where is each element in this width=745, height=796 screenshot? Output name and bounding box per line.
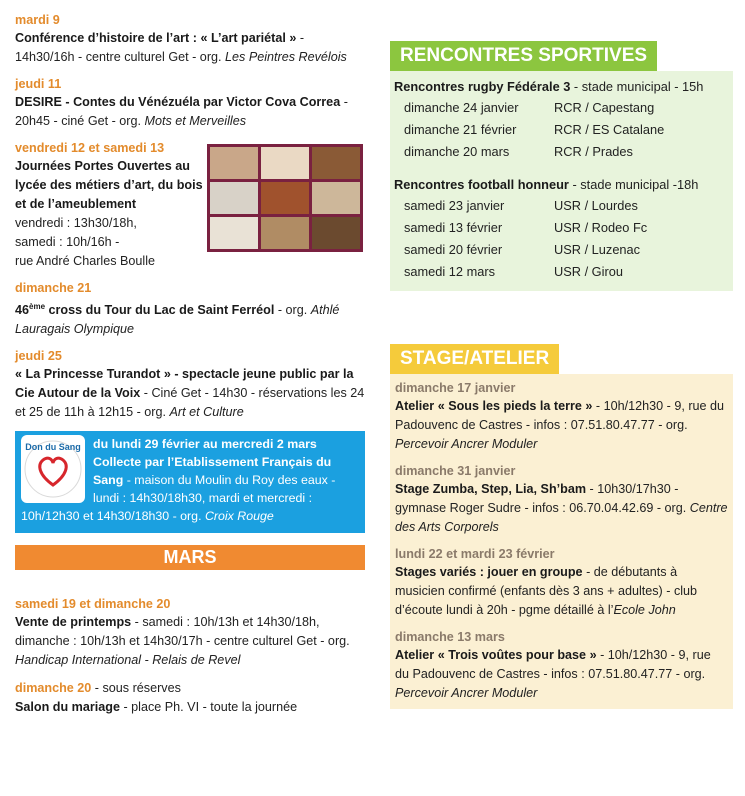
- don-du-sang-logo: [21, 435, 85, 503]
- list-item: samedi 13 février USR / Rodeo Fc: [404, 220, 648, 235]
- event-org: Croix Rouge: [204, 509, 274, 524]
- event-address: rue André Charles Boulle: [15, 254, 156, 268]
- list-item: dimanche 21 février RCR / ES Catalane: [404, 122, 665, 137]
- event-hours-2: samedi : 10h/16h -: [15, 235, 120, 249]
- football-heading: Rencontres football honneur - stade municipal -18h: [394, 177, 699, 192]
- event-date: dimanche 20: [15, 681, 92, 696]
- rugby-matches: [394, 97, 729, 163]
- event-atelier-terre: [395, 380, 728, 454]
- rugby-heading: Rencontres rugby Fédérale 3 - stade municipal - 15h: [394, 79, 704, 94]
- event-date: vendredi 12 et samedi 13: [15, 141, 165, 155]
- event-date: mardi 9: [15, 13, 60, 27]
- event-title: Atelier « Sous les pieds la terre »: [395, 399, 593, 413]
- event-portes-ouvertes: [15, 140, 365, 271]
- event-date: jeudi 25: [15, 349, 62, 364]
- stage-heading: STAGE/ATELIER: [390, 344, 559, 374]
- event-org: Percevoir Ancrer Moduler: [395, 686, 538, 700]
- event-title: Stages variés : jouer en groupe: [395, 565, 583, 579]
- workshop-photos: [207, 144, 363, 252]
- event-art-parietal: [15, 12, 365, 67]
- logo-text: Don du Sang: [25, 442, 81, 453]
- event-date: samedi 19 et dimanche 20: [15, 597, 171, 612]
- sports-heading: RENCONTRES SPORTIVES: [390, 41, 657, 71]
- list-item: samedi 12 mars USR / Girou: [404, 264, 623, 279]
- event-details: - 10h/12h30 - 9, rue du Padouvenc de Castres - infos : 07.51.80.47.77 - org.: [395, 399, 725, 432]
- event-title: du lundi 29 février au mercredi 2 mars Collecte par l’Etablissement Français du Sang: [93, 437, 332, 488]
- event-date: jeudi 11: [15, 77, 62, 91]
- event-details: - 20h45 - ciné Get - org.: [15, 95, 348, 128]
- event-title: Stage Zumba, Step, Lia, Sh’bam: [395, 482, 587, 496]
- event-cross: [15, 280, 365, 339]
- event-date-extra: - sous réserves: [91, 681, 181, 696]
- event-trois-voutes: [395, 629, 728, 703]
- event-title: Vente de printemps: [15, 615, 132, 630]
- event-org: Athlé Lauragais Olympique: [15, 303, 340, 337]
- event-turandot: [15, 348, 365, 422]
- event-title: Conférence d’histoire de l’art : « L’art pariétal »: [15, 31, 297, 45]
- event-details: - samedi : 10h/13h et 14h30/18h, dimanche : 10h/13h et 14h30/17h - centre culturel Get - org.: [15, 615, 350, 649]
- event-date: lundi 22 et mardi 23 février: [395, 547, 555, 561]
- blood-drive-box: [15, 431, 365, 533]
- event-org: Mots et Merveilles: [144, 114, 246, 128]
- event-date: dimanche 17 janvier: [395, 381, 516, 395]
- event-stages-varies: [395, 546, 728, 620]
- list-item: samedi 20 février USR / Luzenac: [404, 242, 641, 257]
- event-hours-1: vendredi : 13h30/18h,: [15, 216, 137, 230]
- event-title: « La Princesse Turandot » - spectacle jeune public par la Cie Autour de la Voix: [15, 367, 354, 401]
- event-date: dimanche 21: [15, 281, 92, 295]
- event-details: - place Ph. VI - toute la journée: [119, 700, 298, 715]
- list-item: dimanche 20 mars RCR / Prades: [404, 144, 633, 159]
- event-desire: [15, 76, 365, 131]
- event-date: dimanche 31 janvier: [395, 464, 516, 478]
- event-details: - 10h/12h30 - 9, rue du Padouvenc de Castres - infos : 07.51.80.47.77 - org.: [395, 648, 711, 681]
- event-title: DESIRE - Contes du Vénézuéla par Victor Cova Correa: [15, 95, 341, 109]
- stage-box: [390, 374, 733, 709]
- event-zumba: [395, 463, 728, 537]
- event-org: Percevoir Ancrer Moduler: [395, 437, 538, 451]
- event-title: 46ème cross du Tour du Lac de Saint Ferréol: [15, 302, 275, 318]
- event-title: Journées Portes Ouvertes au lycée des métiers d’art, du bois et de l’ameublement: [15, 159, 203, 211]
- event-org: Centre des Arts Corporels: [395, 501, 728, 534]
- event-details: - Ciné Get - 14h30 - réservations les 24 et 25 de 11h à 12h15 - org.: [15, 386, 365, 420]
- event-org: Ecole John: [613, 603, 676, 617]
- event-org: Handicap International - Relais de Revel: [15, 653, 241, 668]
- stage-section: [390, 344, 733, 709]
- event-details: - 10h30/17h30 - gymnase Roger Sudre - infos : 06.70.04.42.69 - org.: [395, 482, 690, 515]
- event-details: - 14h30/16h - centre culturel Get - org.: [15, 31, 305, 64]
- event-salon-mariage: [15, 679, 365, 717]
- event-org: Art et Culture: [169, 405, 244, 420]
- event-title: Atelier « Trois voûtes pour base »: [395, 648, 597, 662]
- event-details: - de débutants à musicien confirmé (enfants dès 3 ans + adultes) - club d’écoute lundi à 20h - pgme détaillé à l’: [395, 565, 698, 617]
- sports-section: [390, 41, 733, 291]
- event-details: - maison du Moulin du Roy des eaux - lundi : 14h30/18h30, mardi et mercredi : 10h/12h30 et 14h30/18h30 - org.: [21, 473, 336, 524]
- event-org: Les Peintres Revélois: [225, 50, 347, 64]
- event-date: dimanche 13 mars: [395, 630, 505, 644]
- list-item: samedi 23 janvier USR / Lourdes: [404, 198, 638, 213]
- event-details: - org.: [274, 303, 311, 318]
- event-vente-printemps: [15, 596, 365, 670]
- left-column: [15, 12, 365, 726]
- list-item: dimanche 24 janvier RCR / Capestang: [404, 100, 655, 115]
- event-title: Salon du mariage: [15, 700, 120, 715]
- sports-box: [390, 71, 733, 291]
- football-matches: [394, 195, 729, 283]
- mars-heading: MARS: [15, 545, 365, 570]
